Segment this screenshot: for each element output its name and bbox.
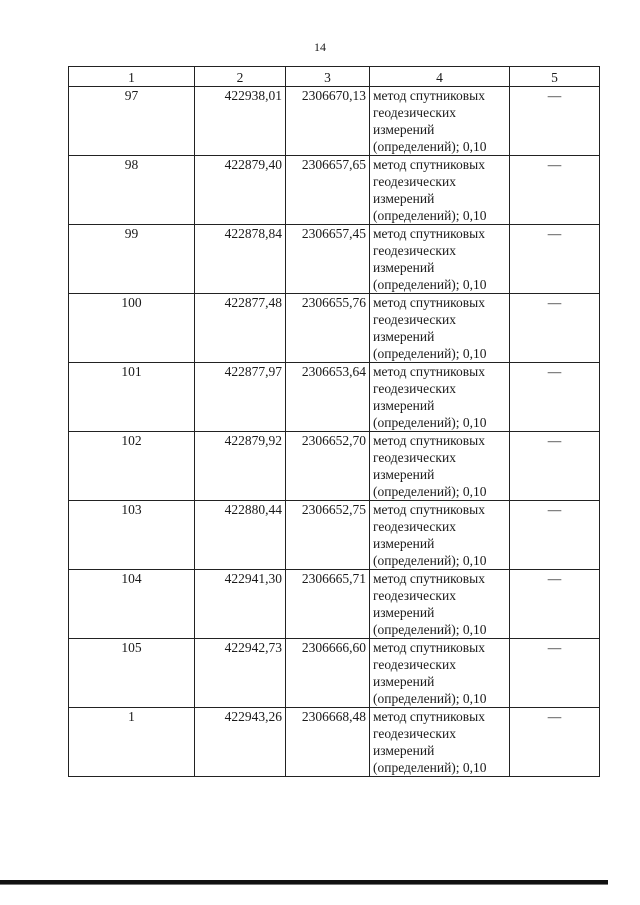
- y-coordinate-cell: 2306653,64: [286, 363, 370, 432]
- point-number-cell: 104: [69, 570, 195, 639]
- method-line: (определений); 0,10: [373, 760, 487, 775]
- x-coordinate-cell: 422877,48: [195, 294, 286, 363]
- method-line: геодезических: [373, 519, 456, 534]
- page-number: 14: [314, 40, 326, 54]
- table-row: [69, 432, 600, 501]
- method-line: геодезических: [373, 450, 456, 465]
- method-cell: [370, 87, 510, 156]
- method-cell: [370, 432, 510, 501]
- bottom-rule-shadow: [0, 884, 608, 885]
- method-line: геодезических: [373, 312, 456, 327]
- coordinates-table: [68, 66, 600, 777]
- method-line: (определений); 0,10: [373, 622, 487, 637]
- method-line: геодезических: [373, 726, 456, 741]
- method-line: метод спутниковых: [373, 709, 485, 724]
- method-line: геодезических: [373, 105, 456, 120]
- method-line: метод спутниковых: [373, 88, 485, 103]
- note-cell: —: [510, 432, 600, 501]
- table-row: [69, 570, 600, 639]
- note-cell: —: [510, 570, 600, 639]
- header-col-3: 3: [286, 67, 370, 87]
- method-cell: [370, 639, 510, 708]
- method-line: геодезических: [373, 381, 456, 396]
- method-line: измерений: [373, 605, 435, 620]
- point-number-cell: 101: [69, 363, 195, 432]
- header-col-1: 1: [69, 67, 195, 87]
- note-cell: —: [510, 639, 600, 708]
- header-col-2: 2: [195, 67, 286, 87]
- method-cell: [370, 156, 510, 225]
- y-coordinate-cell: 2306652,70: [286, 432, 370, 501]
- method-line: метод спутниковых: [373, 364, 485, 379]
- x-coordinate-cell: 422938,01: [195, 87, 286, 156]
- point-number-cell: 97: [69, 87, 195, 156]
- method-line: (определений); 0,10: [373, 691, 487, 706]
- note-cell: —: [510, 501, 600, 570]
- method-line: метод спутниковых: [373, 433, 485, 448]
- header-col-4: 4: [370, 67, 510, 87]
- method-line: (определений); 0,10: [373, 139, 487, 154]
- y-coordinate-cell: 2306665,71: [286, 570, 370, 639]
- point-number-cell: 1: [69, 708, 195, 777]
- note-cell: —: [510, 87, 600, 156]
- method-line: метод спутниковых: [373, 502, 485, 517]
- x-coordinate-cell: 422941,30: [195, 570, 286, 639]
- method-line: измерений: [373, 191, 435, 206]
- table-row: [69, 501, 600, 570]
- method-line: измерений: [373, 122, 435, 137]
- x-coordinate-cell: 422878,84: [195, 225, 286, 294]
- method-line: метод спутниковых: [373, 157, 485, 172]
- point-number-cell: 103: [69, 501, 195, 570]
- header-col-5: 5: [510, 67, 600, 87]
- method-line: геодезических: [373, 588, 456, 603]
- note-cell: —: [510, 708, 600, 777]
- note-cell: —: [510, 363, 600, 432]
- method-line: (определений); 0,10: [373, 484, 487, 499]
- table-row: [69, 363, 600, 432]
- table-header-row: [69, 67, 600, 87]
- method-line: (определений); 0,10: [373, 346, 487, 361]
- table-row: [69, 156, 600, 225]
- method-line: измерений: [373, 329, 435, 344]
- method-line: измерений: [373, 467, 435, 482]
- y-coordinate-cell: 2306657,45: [286, 225, 370, 294]
- method-line: измерений: [373, 536, 435, 551]
- method-line: измерений: [373, 398, 435, 413]
- method-line: измерений: [373, 260, 435, 275]
- method-line: геодезических: [373, 243, 456, 258]
- x-coordinate-cell: 422877,97: [195, 363, 286, 432]
- method-cell: [370, 570, 510, 639]
- x-coordinate-cell: 422880,44: [195, 501, 286, 570]
- method-cell: [370, 501, 510, 570]
- method-line: (определений); 0,10: [373, 553, 487, 568]
- method-line: измерений: [373, 743, 435, 758]
- table-row: [69, 225, 600, 294]
- point-number-cell: 98: [69, 156, 195, 225]
- method-cell: [370, 225, 510, 294]
- method-cell: [370, 363, 510, 432]
- point-number-cell: 100: [69, 294, 195, 363]
- y-coordinate-cell: 2306668,48: [286, 708, 370, 777]
- point-number-cell: 99: [69, 225, 195, 294]
- method-line: измерений: [373, 674, 435, 689]
- method-line: (определений); 0,10: [373, 208, 487, 223]
- table-row: [69, 87, 600, 156]
- x-coordinate-cell: 422943,26: [195, 708, 286, 777]
- table-row: [69, 639, 600, 708]
- method-cell: [370, 708, 510, 777]
- y-coordinate-cell: 2306670,13: [286, 87, 370, 156]
- note-cell: —: [510, 294, 600, 363]
- point-number-cell: 102: [69, 432, 195, 501]
- method-line: метод спутниковых: [373, 640, 485, 655]
- note-cell: —: [510, 156, 600, 225]
- x-coordinate-cell: 422879,92: [195, 432, 286, 501]
- method-line: метод спутниковых: [373, 295, 485, 310]
- table-row: [69, 294, 600, 363]
- method-cell: [370, 294, 510, 363]
- method-line: метод спутниковых: [373, 571, 485, 586]
- x-coordinate-cell: 422879,40: [195, 156, 286, 225]
- x-coordinate-cell: 422942,73: [195, 639, 286, 708]
- y-coordinate-cell: 2306655,76: [286, 294, 370, 363]
- table-body: [69, 87, 600, 777]
- y-coordinate-cell: 2306652,75: [286, 501, 370, 570]
- method-line: метод спутниковых: [373, 226, 485, 241]
- y-coordinate-cell: 2306666,60: [286, 639, 370, 708]
- method-line: геодезических: [373, 657, 456, 672]
- method-line: (определений); 0,10: [373, 277, 487, 292]
- method-line: геодезических: [373, 174, 456, 189]
- point-number-cell: 105: [69, 639, 195, 708]
- method-line: (определений); 0,10: [373, 415, 487, 430]
- y-coordinate-cell: 2306657,65: [286, 156, 370, 225]
- table-row: [69, 708, 600, 777]
- note-cell: —: [510, 225, 600, 294]
